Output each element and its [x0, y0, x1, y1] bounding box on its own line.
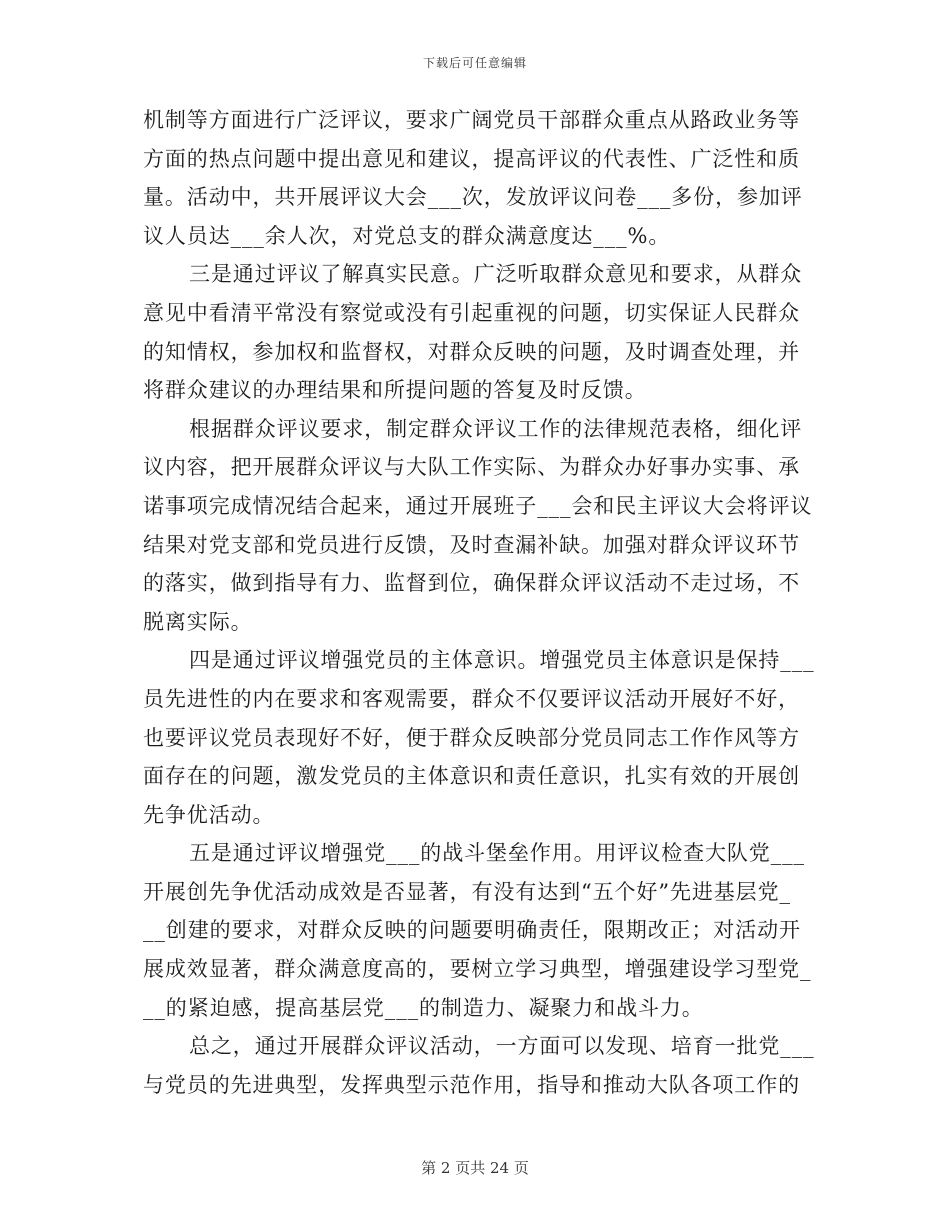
text-line: 脱离实际。 — [143, 609, 253, 634]
text-line: 四是通过评议增强党员的主体意识。增强党员主体意识是保持___ — [189, 648, 815, 673]
text-line: 方面的热点问题中提出意见和建议，提高评议的代表性、广泛性和质 — [143, 146, 800, 171]
text-line: 也要评议党员表现好不好，便于群众反映部分党员同志工作作风等方 — [143, 725, 800, 750]
text-line: 员先进性的内在要求和客观需要，群众不仅要评议活动开展好不好， — [143, 686, 800, 711]
text-line: 将群众建议的办理结果和所提问题的答复及时反馈。 — [143, 378, 647, 403]
text-line: 意见中看清平常没有察觉或没有引起重视的问题，切实保证人民群众 — [143, 300, 800, 325]
page-header: 下载后可任意编辑 — [422, 56, 527, 70]
text-line: 面存在的问题，激发党员的主体意识和责任意识，扎实有效的开展创 — [143, 764, 800, 789]
text-line: 三是通过评议了解真实民意。广泛听取群众意见和要求，从群众 — [189, 262, 803, 287]
text-line: 根据群众评议要求，制定群众评议工作的法律规范表格，细化评 — [189, 416, 803, 441]
text-line: 总之，通过开展群众评议活动，一方面可以发现、培育一批党___ — [189, 1034, 815, 1059]
text-line: 五是通过评议增强党___的战斗堡垒作用。用评议检查大队党___ — [189, 841, 805, 866]
text-line: 诺事项完成情况结合起来，通过开展班子___会和民主评议大会将评议 — [143, 493, 813, 518]
document-body — [143, 101, 813, 1104]
text-line: 展成效显著，群众满意度高的，要树立学习典型，增强建设学习型党_ — [143, 957, 812, 982]
text-line: __的紧迫感，提高基层党___的制造力、凝聚力和战斗力。 — [143, 995, 704, 1020]
text-line: 先争优活动。 — [143, 802, 275, 827]
text-line: __创建的要求，对群众反映的问题要明确责任，限期改正；对活动开 — [143, 918, 801, 943]
text-line: 与党员的先进典型，发挥典型示范作用，指导和推动大队各项工作的 — [143, 1072, 800, 1097]
text-line: 议内容，把开展群众评议与大队工作实际、为群众办好事办实事、承 — [143, 455, 800, 480]
text-line: 结果对党支部和党员进行反馈，及时查漏补缺。加强对群众评议环节 — [143, 532, 800, 557]
text-line: 的知情权，参加权和监督权，对群众反映的问题，及时调查处理，并 — [143, 339, 800, 364]
page-number: 第 2 页共 24 页 — [421, 1159, 529, 1177]
text-line: 机制等方面进行广泛评议，要求广阔党员干部群众重点从路政业务等 — [143, 108, 800, 132]
text-line: 议人员达___余人次，对党总支的群众满意度达___%。 — [143, 223, 671, 248]
text-line: 量。活动中，共开展评议大会___次，发放评议问卷___多份，参加评 — [143, 185, 803, 210]
text-line: 的落实，做到指导有力、监督到位，确保群众评议活动不走过场，不 — [143, 571, 800, 596]
text-line: 开展创先争优活动成效是否显著，有没有达到“五个好”先进基层党_ — [143, 879, 791, 904]
